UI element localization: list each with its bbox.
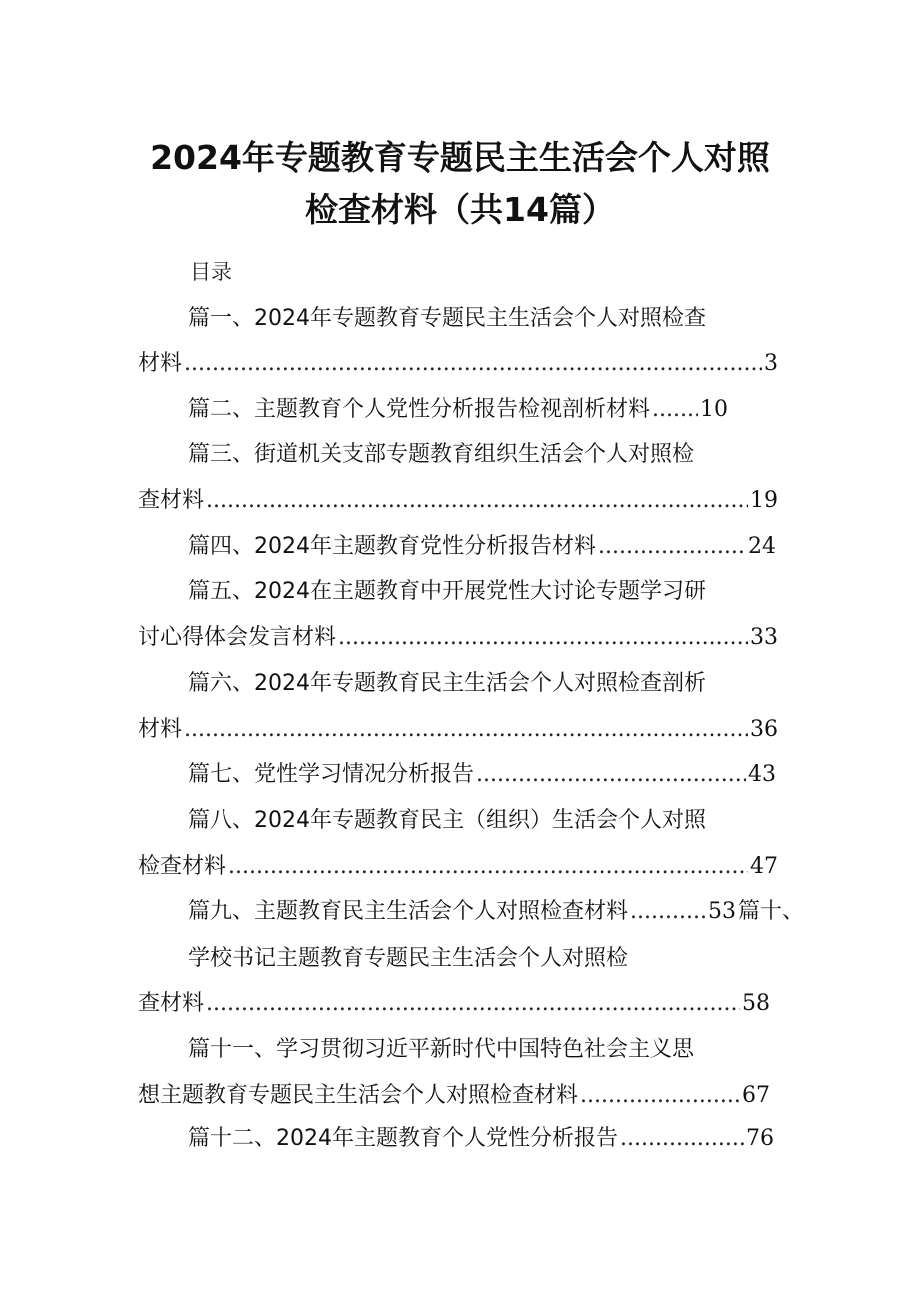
toc-entry-8-page: 47	[750, 854, 778, 879]
toc-entry-5-text: 讨心得体会发言材料	[138, 625, 337, 650]
toc-entry-5-line1[interactable]: 篇五、2024在主题教育中开展党性大讨论专题学习研	[188, 579, 706, 604]
document-title-line2: 检查材料（共14篇）	[305, 190, 615, 229]
leader-dots	[620, 1122, 744, 1156]
toc-entry-11-line1[interactable]: 篇十一、学习贯彻习近平新时代中国特色社会主义思	[188, 1037, 695, 1062]
leader-dots	[476, 758, 746, 792]
toc-entry-9-page: 53	[708, 899, 736, 924]
toc-entry-2-page: 10	[700, 397, 728, 422]
toc-entry-4[interactable]	[188, 530, 776, 564]
toc-entry-10-text: 查材料	[138, 991, 205, 1016]
toc-entry-10-prefix[interactable]: 篇十、	[738, 899, 805, 924]
toc-entry-5-line2[interactable]	[138, 621, 778, 655]
toc-entry-12[interactable]	[188, 1122, 774, 1156]
leader-dots	[228, 850, 748, 884]
toc-entry-1-line1[interactable]: 篇一、2024年专题教育专题民主生活会个人对照检查	[188, 306, 706, 331]
leader-dots	[598, 530, 746, 564]
leader-dots	[580, 1079, 740, 1113]
document-title-line1: 2024年专题教育专题民主生活会个人对照	[150, 138, 770, 177]
toc-entry-4-text: 篇四、2024年主题教育党性分析报告材料	[188, 534, 596, 559]
leader-dots	[652, 393, 698, 427]
toc-entry-8-line1[interactable]: 篇八、2024年专题教育民主（组织）生活会个人对照	[188, 808, 706, 833]
toc-entry-3-line2[interactable]	[138, 484, 778, 518]
toc-entry-8-text: 检查材料	[138, 854, 227, 879]
toc-entry-3-line1[interactable]: 篇三、街道机关支部专题教育组织生活会个人对照检	[188, 442, 695, 467]
toc-entry-1-text: 材料	[138, 351, 183, 376]
toc-entry-7-page: 43	[748, 762, 776, 787]
toc-entry-10-page: 58	[742, 991, 770, 1016]
toc-entry-10-line2[interactable]	[138, 987, 770, 1021]
toc-entry-9-text: 篇九、主题教育民主生活会个人对照检查材料	[188, 899, 629, 924]
toc-entry-10-line1[interactable]: 学校书记主题教育专题民主生活会个人对照检	[188, 946, 629, 971]
leader-dots	[206, 987, 740, 1021]
toc-entry-11-page: 67	[742, 1083, 770, 1108]
toc-entry-6-text: 材料	[138, 717, 183, 742]
toc-entry-3-text: 查材料	[138, 488, 205, 513]
toc-entry-7[interactable]	[188, 758, 776, 792]
toc-entry-8-line2[interactable]	[138, 850, 778, 884]
toc-entry-11-line2[interactable]	[138, 1079, 770, 1113]
toc-entry-1-line2[interactable]	[138, 347, 778, 381]
leader-dots	[338, 621, 748, 655]
toc-entry-4-page: 24	[748, 534, 776, 559]
toc-entry-6-page: 36	[750, 717, 778, 742]
leader-dots	[184, 713, 748, 747]
toc-entry-12-text: 篇十二、2024年主题教育个人党性分析报告	[188, 1126, 618, 1151]
toc-entry-12-page: 76	[746, 1126, 774, 1151]
toc-entry-2-text: 篇二、主题教育个人党性分析报告检视剖析材料	[188, 397, 651, 422]
toc-entry-11-text: 想主题教育专题民主生活会个人对照检查材料	[138, 1083, 579, 1108]
toc-entry-2[interactable]	[188, 393, 728, 427]
toc-entry-7-text: 篇七、党性学习情况分析报告	[188, 762, 475, 787]
toc-heading: 目录	[190, 260, 232, 284]
toc-entry-6-line1[interactable]: 篇六、2024年专题教育民主生活会个人对照检查剖析	[188, 671, 706, 696]
leader-dots	[206, 484, 748, 518]
toc-entry-3-page: 19	[750, 488, 778, 513]
toc-entry-1-page: 3	[764, 351, 778, 376]
leader-dots	[184, 347, 762, 381]
leader-dots	[630, 895, 706, 929]
toc-entry-9[interactable]	[188, 895, 736, 929]
toc-entry-5-page: 33	[750, 625, 778, 650]
toc-entry-6-line2[interactable]	[138, 713, 778, 747]
